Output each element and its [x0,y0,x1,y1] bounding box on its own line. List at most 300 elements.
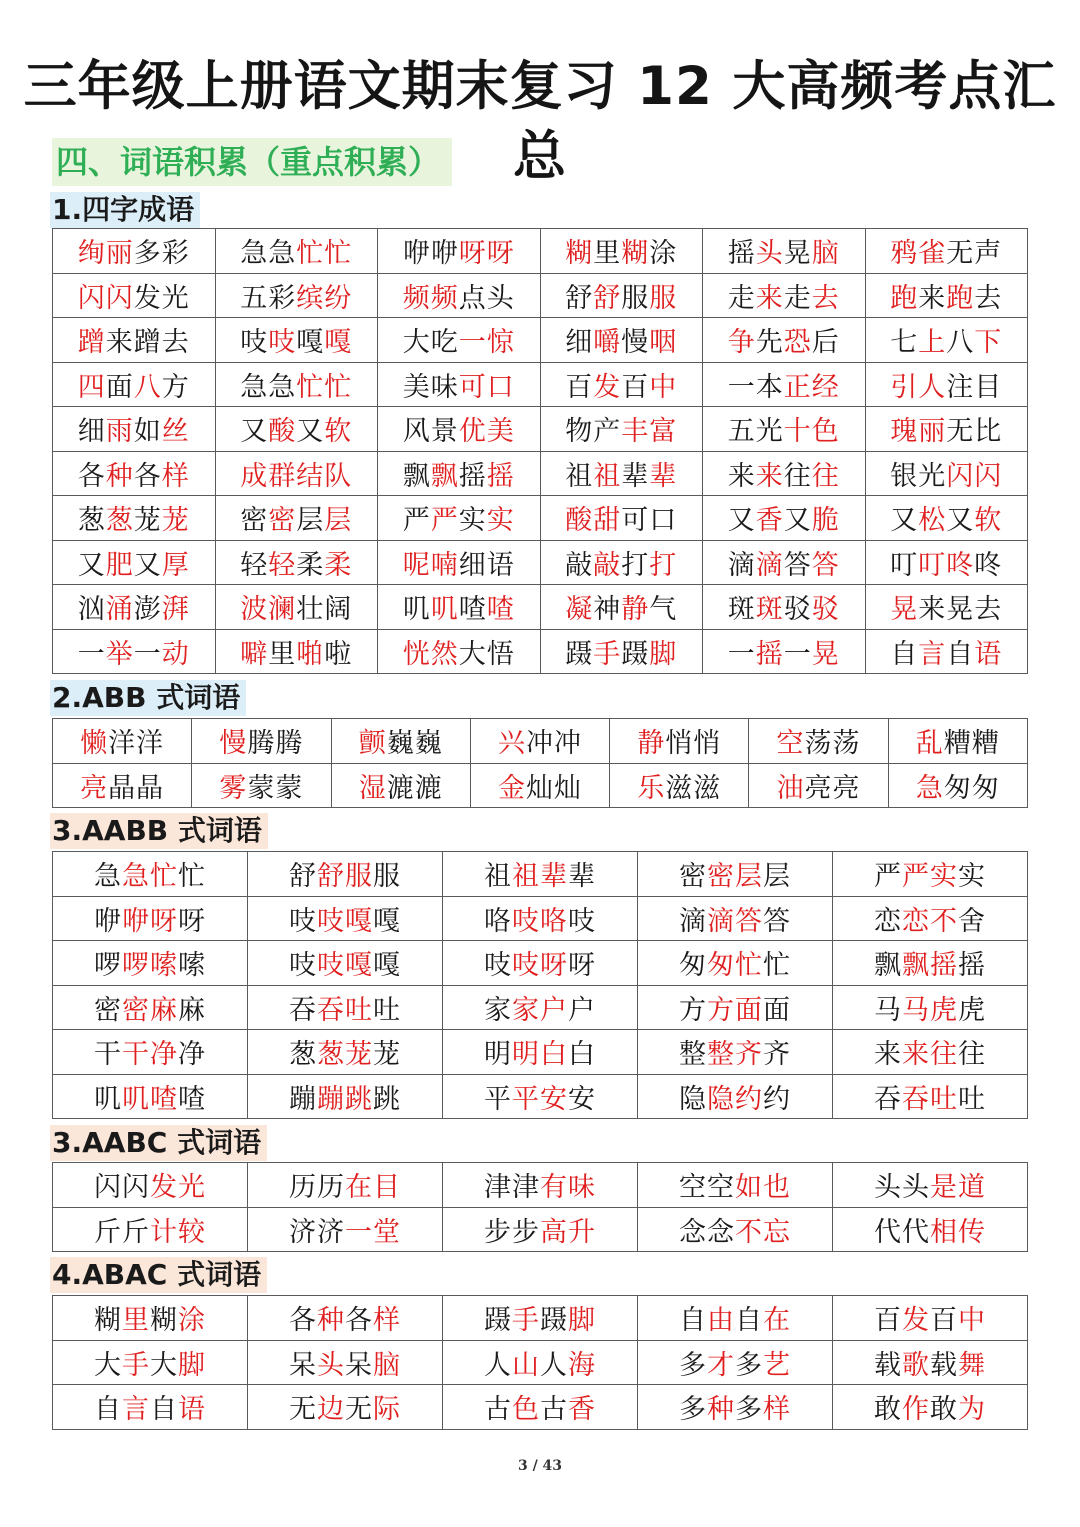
plain-char: 柔 [296,549,325,581]
highlighted-char: 四 [77,371,106,403]
word-cell [865,273,1028,318]
plain-char: 呀 [178,905,206,937]
word-cell [53,585,216,630]
highlighted-char: 吱嘎 [317,950,373,982]
highlighted-char: 密麻 [122,994,178,1026]
plain-char: 美味 [402,371,459,403]
highlighted-char: 由 [707,1305,735,1337]
word-cell [638,896,833,941]
table-row [53,719,1028,764]
word-cell [331,763,470,808]
plain-char: 大 [94,1349,122,1381]
word-cell [703,362,866,407]
section-heading: 四、词语积累（重点积累） [52,138,452,186]
highlighted-char: 茏 [161,505,190,537]
highlighted-char: 言 [122,1394,150,1426]
table-row [53,496,1028,541]
plain-char: 自 [735,1305,763,1337]
highlighted-char: 去 [811,282,840,314]
plain-char: 吞 [289,994,317,1026]
word-cell [865,629,1028,674]
plain-char: 叽 [94,1083,122,1115]
plain-char: 滋滋 [665,772,722,804]
word-cell [53,1074,248,1119]
word-cell [53,451,216,496]
plain-char: 细语 [458,549,515,581]
word-cell [833,1207,1028,1252]
plain-char: 头头 [874,1172,930,1204]
plain-char: 祖 [565,460,594,492]
word-cell [703,273,866,318]
plain-char: 古 [540,1394,568,1426]
aabb-words-table [52,851,1028,1119]
highlighted-char: 层 [324,505,353,537]
highlighted-char: 发 [593,371,622,403]
highlighted-char: 凝 [565,594,594,626]
plain-char: 五彩 [240,282,297,314]
highlighted-char: 种 [105,460,134,492]
plain-char: 吱 [289,950,317,982]
word-cell [638,941,833,986]
plain-char: 来 [727,460,756,492]
highlighted-char: 摇 [755,638,784,670]
plain-char: 马 [874,994,902,1026]
highlighted-char: 脚 [568,1305,596,1337]
plain-char: 咿咿 [402,238,459,270]
highlighted-char: 频频 [402,282,459,314]
highlighted-char: 滴答 [707,905,763,937]
highlighted-char: 摇 [486,460,515,492]
word-cell [833,1074,1028,1119]
highlighted-char: 手 [593,638,622,670]
plain-char: 百 [874,1305,902,1337]
highlighted-char: 咚 [946,549,975,581]
table-row [53,896,1028,941]
highlighted-char: 厚 [161,549,190,581]
highlighted-char: 吱 [268,327,297,359]
word-cell [443,985,638,1030]
word-cell [638,1030,833,1075]
highlighted-char: 十色 [783,416,840,448]
plain-char: 古 [484,1394,512,1426]
highlighted-char: 软 [974,505,1003,537]
highlighted-char: 晃 [811,638,840,670]
word-cell [53,1385,248,1430]
plain-char: 方 [161,371,190,403]
table-row [53,1385,1028,1430]
plain-char: 茏 [373,1039,401,1071]
highlighted-char: 严实 [902,861,958,893]
word-cell [749,763,888,808]
word-cell [192,763,331,808]
plain-char: 来 [874,1039,902,1071]
plain-char: 亮亮 [804,772,861,804]
highlighted-char: 飘 [430,460,459,492]
plain-char: 济济 [289,1216,345,1248]
plain-char: 飘 [874,950,902,982]
word-cell [638,852,833,897]
plain-char: 细 [565,327,594,359]
plain-char: 历历 [289,1172,345,1204]
plain-char: 洋洋 [108,728,165,760]
plain-char: 虎 [958,994,986,1026]
highlighted-char: 辈 [649,460,678,492]
plain-char: 匆匆 [943,772,1000,804]
highlighted-char: 明白 [512,1039,568,1071]
highlighted-char: 兴 [497,728,526,760]
word-cell [248,852,443,897]
word-cell [248,896,443,941]
plain-char: 净 [178,1039,206,1071]
highlighted-char: 一惊 [458,327,515,359]
plain-char: 滴 [727,549,756,581]
table-row [53,1296,1028,1341]
plain-char: 多 [735,1394,763,1426]
word-cell [443,1074,638,1119]
plain-char: 各 [289,1305,317,1337]
plain-char: 无比 [946,416,1003,448]
plain-char: 辈 [568,861,596,893]
plain-char: 敢 [930,1394,958,1426]
plain-char: 大 [150,1349,178,1381]
plain-char: 摇 [727,238,756,270]
highlighted-char: 湿 [358,772,387,804]
word-cell [53,362,216,407]
word-cell [215,229,378,274]
word-cell [192,719,331,764]
word-cell [215,273,378,318]
word-cell [53,941,248,986]
highlighted-char: 色 [512,1394,540,1426]
plain-char: 急急 [240,238,297,270]
plain-char: 汹 [77,594,106,626]
highlighted-char: 蹭 [77,327,106,359]
word-cell [248,1340,443,1385]
plain-char: 打 [621,549,650,581]
plain-char: 壮阔 [296,594,353,626]
subheading-abac-words: 4.ABAC 式词语 [50,1257,267,1293]
highlighted-char: 湃 [161,594,190,626]
highlighted-char: 吱咯 [512,905,568,937]
highlighted-char: 中 [958,1305,986,1337]
highlighted-char: 歌 [902,1349,930,1381]
word-cell [638,985,833,1030]
word-cell [53,229,216,274]
word-cell [638,1385,833,1430]
plain-char: 呆 [289,1349,317,1381]
highlighted-char: 家户 [512,994,568,1026]
highlighted-char: 恐 [783,327,812,359]
highlighted-char: 忙忙 [296,238,353,270]
word-cell [53,540,216,585]
plain-char: 实 [458,505,487,537]
plain-char: 面 [763,994,791,1026]
table-row [53,273,1028,318]
word-cell [638,1296,833,1341]
highlighted-char: 静 [621,594,650,626]
plain-char: 百 [565,371,594,403]
highlighted-char: 敲 [593,549,622,581]
plain-char: 银光 [890,460,947,492]
highlighted-char: 成群结队 [240,460,353,492]
plain-char: 无 [289,1394,317,1426]
highlighted-char: 咿呀 [122,905,178,937]
plain-char: 往 [783,460,812,492]
plain-char: 轻 [240,549,269,581]
word-cell [703,407,866,452]
plain-char: 又 [783,505,812,537]
highlighted-char: 咽 [649,327,678,359]
highlighted-char: 在 [763,1305,791,1337]
highlighted-char: 举 [105,638,134,670]
highlighted-char: 香 [568,1394,596,1426]
word-cell [833,1030,1028,1075]
highlighted-char: 空 [776,728,805,760]
plain-char: 蹑 [484,1305,512,1337]
word-cell [215,318,378,363]
word-cell [888,763,1027,808]
page-title: 三年级上册语文期末复习 12 大高频考点汇总 [23,56,1057,187]
plain-char: 后 [811,327,840,359]
table-row [53,229,1028,274]
table-row [53,407,1028,452]
plain-char: 层 [296,505,325,537]
subheading-abb-words: 2.ABB 式词语 [50,680,246,716]
word-cell [378,229,541,274]
highlighted-char: 驳 [811,594,840,626]
table-row [53,318,1028,363]
plain-char: 吱 [568,905,596,937]
word-cell [638,1340,833,1385]
word-cell [833,985,1028,1030]
plain-char: 悄悄 [665,728,722,760]
highlighted-char: 轻 [268,549,297,581]
plain-char: 载 [930,1349,958,1381]
highlighted-char: 正经 [783,371,840,403]
highlighted-char: 有味 [540,1172,596,1204]
plain-char: 急急 [240,371,297,403]
plain-char: 蹑 [565,638,594,670]
word-cell [865,407,1028,452]
highlighted-char: 往 [811,460,840,492]
plain-char: 嘎 [373,905,401,937]
word-cell [248,985,443,1030]
plain-char: 来 [918,282,947,314]
table-row [53,585,1028,630]
plain-char: 蹦 [289,1083,317,1115]
plain-char: 晃 [783,238,812,270]
word-cell [540,407,703,452]
word-cell [540,273,703,318]
word-cell [470,763,609,808]
highlighted-char: 计较 [150,1216,206,1248]
plain-char: 葱 [289,1039,317,1071]
highlighted-char: 急 [915,772,944,804]
highlighted-char: 方面 [707,994,763,1026]
plain-char: 一本 [727,371,784,403]
plain-char: 舒 [289,861,317,893]
word-cell [443,1296,638,1341]
table-row [53,629,1028,674]
highlighted-char: 嚼 [593,327,622,359]
highlighted-char: 里 [122,1305,150,1337]
word-cell [53,985,248,1030]
plain-char: 腾腾 [247,728,304,760]
word-cell [703,585,866,630]
word-cell [215,585,378,630]
plain-char: 摇 [458,460,487,492]
word-cell [53,719,192,764]
word-cell [833,896,1028,941]
plain-char: 涂 [649,238,678,270]
plain-char: 答 [763,905,791,937]
highlighted-char: 种 [707,1394,735,1426]
highlighted-char: 发 [902,1305,930,1337]
highlighted-char: 波澜 [240,594,297,626]
plain-char: 实 [958,861,986,893]
plain-char: 大悟 [458,638,515,670]
highlighted-char: 斑 [755,594,784,626]
table-row [53,763,1028,808]
highlighted-char: 脚 [649,638,678,670]
plain-char: 层 [763,861,791,893]
plain-char: 先 [755,327,784,359]
word-cell [378,629,541,674]
plain-char: 自 [150,1394,178,1426]
highlighted-char: 言 [918,638,947,670]
plain-char: 服 [373,861,401,893]
word-cell [443,1385,638,1430]
highlighted-char: 上 [918,327,947,359]
word-cell [443,941,638,986]
highlighted-char: 懒 [80,728,109,760]
plain-char: 载 [874,1349,902,1381]
plain-char: 平 [484,1083,512,1115]
plain-char: 七 [890,327,919,359]
aabc-words-table [52,1162,1028,1252]
highlighted-char: 吱嘎 [317,905,373,937]
highlighted-char: 干净 [122,1039,178,1071]
plain-char: 来晃去 [918,594,1003,626]
word-cell [215,629,378,674]
plain-char: 糊 [150,1305,178,1337]
table-row [53,362,1028,407]
highlighted-char: 喳 [486,594,515,626]
plain-char: 去 [974,282,1003,314]
highlighted-char: 柔 [324,549,353,581]
word-cell [540,629,703,674]
table-row [53,1207,1028,1252]
highlighted-char: 涌 [105,594,134,626]
word-cell [888,719,1027,764]
plain-char: 隐 [679,1083,707,1115]
highlighted-char: 松 [918,505,947,537]
highlighted-char: 油 [776,772,805,804]
table-row [53,1163,1028,1208]
plain-char: 点头 [458,282,515,314]
plain-char: 慢 [621,327,650,359]
highlighted-char: 不忘 [735,1216,791,1248]
highlighted-char: 雾 [219,772,248,804]
word-cell [833,852,1028,897]
word-cell [53,629,216,674]
plain-char: 嘎 [296,327,325,359]
plain-char: 八 [946,327,975,359]
word-cell [53,318,216,363]
plain-char: 人 [540,1349,568,1381]
highlighted-char: 肥 [105,549,134,581]
highlighted-char: 缤纷 [296,282,353,314]
word-cell [833,941,1028,986]
plain-char: 各 [345,1305,373,1337]
word-cell [540,362,703,407]
plain-char: 又 [240,416,269,448]
plain-char: 敢 [874,1394,902,1426]
plain-char: 物产 [565,416,622,448]
word-cell [865,496,1028,541]
plain-char: 又 [727,505,756,537]
highlighted-char: 葱 [105,505,134,537]
plain-char: 安 [568,1083,596,1115]
plain-char: 发光 [133,282,190,314]
highlighted-char: 呢喃 [402,549,459,581]
highlighted-char: 来往 [902,1039,958,1071]
table-row [53,985,1028,1030]
highlighted-char: 酸 [268,416,297,448]
highlighted-char: 在目 [345,1172,401,1204]
plain-char: 吐 [373,994,401,1026]
highlighted-char: 一堂 [345,1216,401,1248]
word-cell [248,1385,443,1430]
word-cell [833,1163,1028,1208]
plain-char: 又 [946,505,975,537]
highlighted-char: 作 [902,1394,930,1426]
plain-char: 嘎 [373,950,401,982]
word-cell [443,852,638,897]
highlighted-char: 舞 [958,1349,986,1381]
highlighted-char: 静 [637,728,666,760]
word-cell [638,1207,833,1252]
word-cell [540,229,703,274]
plain-char: 喳 [458,594,487,626]
word-cell [215,496,378,541]
plain-char: 斤斤 [94,1216,150,1248]
plain-char: 糊 [94,1305,122,1337]
word-cell [833,1296,1028,1341]
word-cell [248,1207,443,1252]
subheading-aabc-words: 3.AABC 式词语 [50,1125,267,1161]
highlighted-char: 软 [324,416,353,448]
highlighted-char: 蹦跳 [317,1083,373,1115]
highlighted-char: 闪闪 [946,460,1003,492]
plain-char: 跳 [373,1083,401,1115]
word-cell [215,540,378,585]
plain-char: 步步 [484,1216,540,1248]
highlighted-char: 噼 [240,638,269,670]
plain-char: 匆 [679,950,707,982]
word-cell [215,451,378,496]
highlighted-char: 啰嗦 [122,950,178,982]
highlighted-char: 葱茏 [317,1039,373,1071]
plain-char: 自 [679,1305,707,1337]
plain-char: 密 [679,861,707,893]
plain-char: 往 [958,1039,986,1071]
plain-char: 密 [240,505,269,537]
table-row [53,1340,1028,1385]
word-cell [378,407,541,452]
word-cell [248,1074,443,1119]
highlighted-char: 酸甜 [565,505,622,537]
